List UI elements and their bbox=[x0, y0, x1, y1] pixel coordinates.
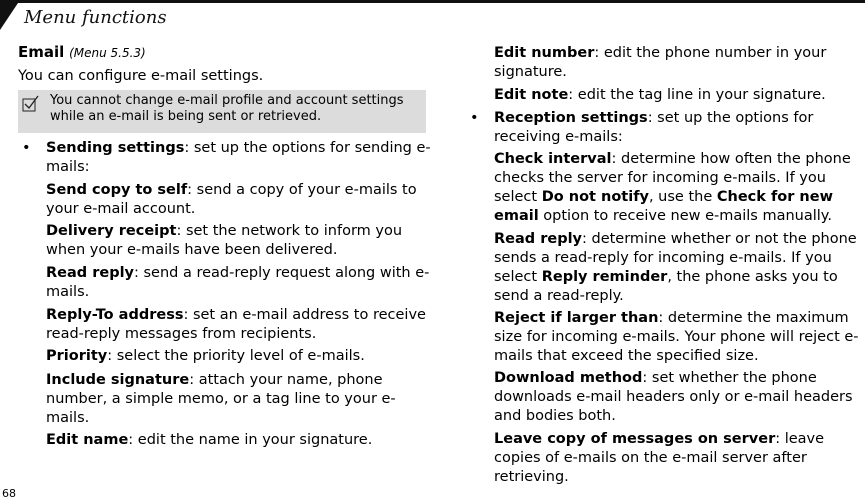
section-title-text: Email bbox=[18, 43, 65, 61]
term: Edit note bbox=[494, 87, 569, 103]
option: Do not notify bbox=[541, 189, 649, 205]
term: Edit name bbox=[46, 432, 129, 448]
list-item bbox=[494, 309, 860, 366]
desc: , the phone asks you to send a read-reply. bbox=[494, 269, 838, 304]
term: Include signature bbox=[46, 372, 190, 388]
header-wedge bbox=[0, 0, 20, 30]
option: Check for new email bbox=[494, 189, 833, 224]
term: Reception settings bbox=[494, 110, 648, 126]
desc: : send a copy of your e-mails to your e-mail account. bbox=[46, 182, 417, 217]
option: Reply reminder bbox=[541, 269, 668, 285]
checkmark-note-icon bbox=[22, 94, 40, 112]
term: Sending settings bbox=[46, 140, 185, 156]
term: Read reply bbox=[46, 265, 134, 281]
list-item bbox=[46, 371, 416, 428]
list-item bbox=[46, 222, 431, 260]
desc: : attach your name, phone number, a simple memo, or a tag line to your e-mails. bbox=[46, 372, 396, 426]
term: Edit number bbox=[494, 45, 595, 61]
desc: : edit the phone number in your signature. bbox=[494, 45, 827, 80]
section-title bbox=[18, 43, 146, 61]
term: Priority bbox=[46, 348, 108, 364]
reception-settings bbox=[494, 109, 860, 147]
desc: : set the network to inform you when your e-mails have been delivered. bbox=[46, 223, 403, 258]
list-item bbox=[46, 431, 431, 450]
term: Download method bbox=[494, 370, 643, 386]
term: Reject if larger than bbox=[494, 310, 659, 326]
list-item bbox=[494, 430, 860, 487]
list-item bbox=[46, 347, 431, 366]
term: Read reply bbox=[494, 231, 582, 247]
list-item bbox=[46, 181, 431, 219]
list-item bbox=[46, 264, 431, 302]
note-text: You cannot change e-mail profile and account settings while an e-mail is being sent or retrieved. bbox=[50, 93, 404, 124]
desc: : edit the name in your signature. bbox=[128, 432, 373, 448]
check-interval-item bbox=[494, 150, 864, 226]
term: Leave copy of messages on server bbox=[494, 431, 776, 447]
intro-text: You can configure e-mail settings. bbox=[18, 68, 264, 84]
page-number: 68 bbox=[2, 487, 16, 500]
menu-reference: (Menu 5.5.3) bbox=[69, 46, 146, 60]
read-reply-item bbox=[494, 230, 865, 306]
term: Reply-To address bbox=[46, 307, 184, 323]
desc: : send a read-reply request along with e-mails. bbox=[46, 265, 430, 300]
bullet-sending: • bbox=[22, 140, 31, 156]
desc: : determine the maximum size for incoming e-mails. Your phone will reject e-mails that exceed the specified size. bbox=[494, 310, 859, 364]
list-item bbox=[494, 86, 860, 105]
term: Send copy to self bbox=[46, 182, 188, 198]
term: Check interval bbox=[494, 151, 612, 167]
term: Delivery receipt bbox=[46, 223, 177, 239]
note-box bbox=[18, 90, 426, 133]
header-title: Menu functions bbox=[24, 7, 167, 28]
desc: : set an e-mail address to receive read-reply messages from recipients. bbox=[46, 307, 426, 342]
header-rule bbox=[0, 0, 865, 3]
desc: : edit the tag line in your signature. bbox=[568, 87, 826, 103]
desc: , use the bbox=[648, 189, 717, 205]
page-header bbox=[0, 0, 865, 40]
desc: : leave copies of e-mails on the e-mail server after retrieving. bbox=[494, 431, 825, 485]
sending-settings bbox=[46, 139, 431, 177]
desc: : set whether the phone downloads e-mail headers only or e-mail headers and bodies both. bbox=[494, 370, 853, 424]
list-item bbox=[494, 369, 864, 426]
list-item bbox=[46, 306, 431, 344]
desc: : select the priority level of e-mails. bbox=[107, 348, 365, 364]
list-item bbox=[494, 44, 860, 82]
desc: : determine how often the phone checks the server for incoming e-mails. If you select bbox=[494, 151, 851, 205]
bullet-reception: • bbox=[470, 110, 479, 126]
desc: : set up the options for receiving e-mails: bbox=[494, 110, 814, 145]
desc: : determine whether or not the phone sends a read-reply for incoming e-mails. If you select bbox=[494, 231, 857, 285]
desc: option to receive new e-mails manually. bbox=[538, 208, 832, 224]
desc: : set up the options for sending e-mails: bbox=[46, 140, 431, 175]
